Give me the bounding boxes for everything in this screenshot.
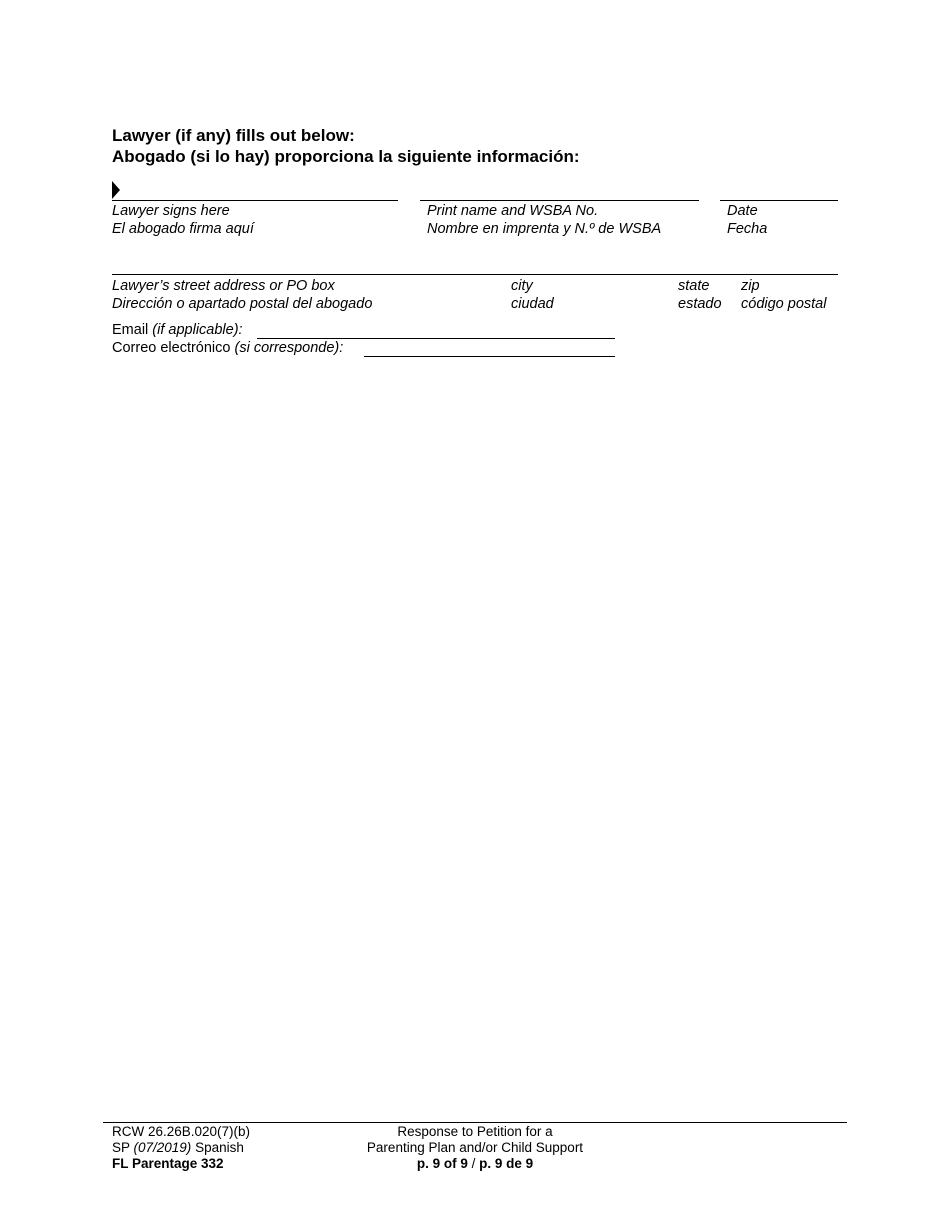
state-label-es: estado	[678, 296, 722, 312]
footer-title-line2: Parenting Plan and/or Child Support	[366, 1140, 584, 1155]
zip-label-en: zip	[741, 278, 760, 294]
sign-label-es: El abogado firma aquí	[112, 221, 254, 237]
sign-label-en: Lawyer signs here	[112, 203, 230, 219]
footer-title-line1: Response to Petition for a	[397, 1124, 553, 1139]
zip-label-es: código postal	[741, 296, 827, 312]
street-label-en: Lawyer’s street address or PO box	[112, 278, 335, 294]
footer-page-number: p. 9 of 9 / p. 9 de 9	[416, 1156, 534, 1171]
sign-here-arrow-icon	[112, 181, 120, 199]
title-en: Lawyer (if any) fills out below:	[112, 126, 355, 145]
print-name-line[interactable]	[420, 200, 699, 201]
email-field-es[interactable]	[364, 356, 615, 357]
footer-form-id: FL Parentage 332	[112, 1156, 224, 1171]
date-line[interactable]	[720, 200, 838, 201]
footer-sp-version: SP (07/2019) Spanish	[112, 1140, 244, 1155]
city-label-en: city	[511, 278, 533, 294]
date-label-es: Fecha	[727, 221, 768, 237]
print-label-en: Print name and WSBA No.	[427, 203, 599, 219]
footer-statute: RCW 26.26B.020(7)(b)	[112, 1124, 251, 1139]
city-label-es: ciudad	[511, 296, 554, 312]
lawyer-signature-line[interactable]	[112, 200, 398, 201]
email-label-en: Email (if applicable):	[112, 322, 243, 338]
footer-divider	[103, 1122, 847, 1123]
street-label-es: Dirección o apartado postal del abogado	[112, 296, 373, 312]
title-es: Abogado (si lo hay) proporciona la siguiente información:	[112, 147, 580, 166]
print-label-es: Nombre en imprenta y N.º de WSBA	[427, 221, 662, 237]
date-label-en: Date	[727, 203, 758, 219]
email-label-es: Correo electrónico (si corresponde):	[112, 340, 344, 356]
address-line[interactable]	[112, 274, 838, 275]
state-label-en: state	[678, 278, 710, 294]
